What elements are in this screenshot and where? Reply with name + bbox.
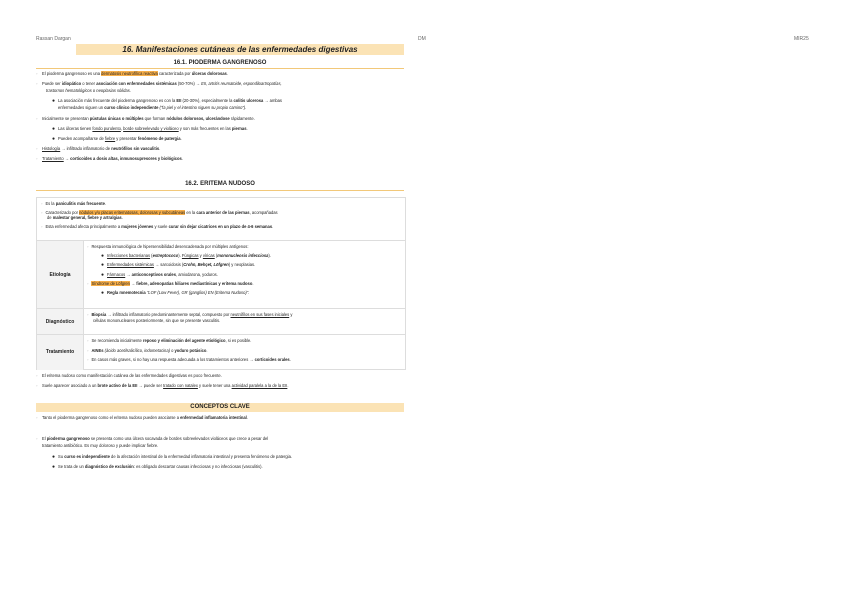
- section-heading-conceptos: CONCEPTOS CLAVE: [36, 403, 404, 412]
- list-item: ● Las úlceras tienen fondo purulento, borde sobreelevado y violáceo y son más frecuentes en las piernas.: [52, 126, 248, 132]
- section-divider: [36, 68, 404, 69]
- paragraph: ◦ El eritema nudoso como manifestación cutánea de las enfermedades digestivas es poco frecuente.: [36, 373, 222, 378]
- table-row: [37, 308, 405, 335]
- row-label-diagnostico: Diagnóstico: [37, 309, 84, 335]
- table-row: [37, 240, 405, 309]
- paragraph: ◦ Histología → infiltrado inflamatorio de neutrófilos sin vasculitis.: [36, 146, 161, 151]
- paragraph: ◦ Tratamiento → corticoides a dosis altas, inmunosupresores y biológicos.: [36, 156, 183, 161]
- section-heading-pioderma: 16.1. PIODERMA GANGRENOSO: [173, 60, 267, 66]
- paragraph: ◦ Tanto el pioderma gangrenoso como el eritema nudoso pueden asociarse a enfermedad inflamatoria intestinal.: [36, 415, 248, 420]
- eritema-table: [36, 197, 406, 370]
- paragraph: ◦ Inicialmente se presentan pústulas únicas o múltiples que forman nódulos dolorosos, ulcerándose rápidamente.: [36, 116, 255, 121]
- author-name: Rassan Dargan: [36, 36, 71, 42]
- row-label-tratamiento: Tratamiento: [37, 335, 84, 370]
- paragraph: ◦ El pioderma gangrenoso es una dermatosis neutrofílica reactiva caracterizada por úlceras dolorosas.: [36, 71, 228, 76]
- section-divider: [36, 190, 404, 191]
- list-item: ● Su curso es independiente de la afectación intestinal de la enfermedad inflamatoria intestinal y presenta fenómeno de patergia.: [52, 454, 292, 460]
- list-item-cont: enfermedades siguen un curso clínico independiente ("la piel y el intestino siguen su propio camino").: [58, 105, 247, 110]
- paragraph: ◦ El pioderma gangrenoso se presenta como una úlcera socavada de bordes sobreelevados violáceos que crece a pesar del: [36, 436, 269, 441]
- list-item: ● La asociación más frecuente del pioderma gangrenoso es con la EII (20-30%), especialmente la colitis ulcerosa → ambas: [52, 98, 282, 104]
- row-content: ◦ Biopsia → infiltrado inflamatorio predominantemente septal, compuesto por neutrófilos en sus fases iniciales y células mononucleares posteriormente, sin que se presente vasculitis.: [87, 312, 293, 323]
- row-content: ◦ Respuesta inmunológica de hipersensibilidad desencadenada por múltiples antígenos: ● Infecciones bacterianas (estreptococo). Fúngicas y víricas (mononucleosis infecciosa). ● Enfermedades sistémicas → sarcoidosis (Crohn, Behçet, Löfgren) y neoplasias. ● Fármacos → anticonceptivos orales, amiodarona, yoduros. ◦ Síndrome de Löfgren → fiebre, adenopatías hiliares mediastínicas y eritema nudoso. ● Regla mnemotecnia "LOF (Low Fever), GR (ganglios) EN (Eritema Nudoso)".: [87, 244, 271, 296]
- header-center: DM: [418, 36, 426, 42]
- header-right: MIR25: [794, 36, 809, 42]
- list-item: ● Pueden acompañarse de fiebre y presentar fenómeno de patergia.: [52, 136, 182, 142]
- paragraph: ◦ Puede ser idiopático o tener asociación con enfermedades sistémicas (50-70%) → EII, artritis reumatoide, espondiloartropatías,: [36, 81, 282, 86]
- table-intro: ◦ Es la paniculitis más frecuente. ◦ Caracterizado por nódulos y/o placas eritematosas, dolorosas y subcutáneas en la cara anterior de las piernas, acompañadas de malestar general, fiebre y artralgias. ◦ Esta enfermedad afecta principalmente a mujeres jóvenes y suele curar sin dejar cicatrices en un plazo de 4-6 semanas.: [41, 201, 278, 229]
- paragraph: ◦ Suele aparecer asociado a un brote activo de la EII → puede ser tratado con natalex y suele tener una actividad paralela a la de la EII.: [36, 383, 289, 388]
- page-title: 16. Manifestaciones cutáneas de las enfermedades digestivas: [76, 44, 404, 55]
- paragraph: trastornos hematológicos o neoplasias sólidas.: [46, 88, 131, 93]
- section-heading-eritema: 16.2. ERITEMA NUDOSO: [185, 181, 255, 187]
- row-content: ◦ Se recomienda inicialmente reposo y eliminación del agente etiológico, si es posible. ◦ AINEs (ácido acetilsalicílico, indometacina) o yoduro potásico. ◦ En casos más graves, si no hay una respuesta adecuada a los tratamientos anteriores → corticoides orales.: [87, 338, 291, 363]
- row-label-etiologia: Etiología: [37, 241, 84, 309]
- list-item: ● Se trata de un diagnóstico de exclusión: es obligado descartar causas infecciosas y no infecciosas (vasculitis).: [52, 464, 263, 470]
- table-row: [37, 334, 405, 370]
- paragraph-cont: tratamiento antibiótico. Es muy doloroso y puede implicar fiebre.: [42, 443, 159, 448]
